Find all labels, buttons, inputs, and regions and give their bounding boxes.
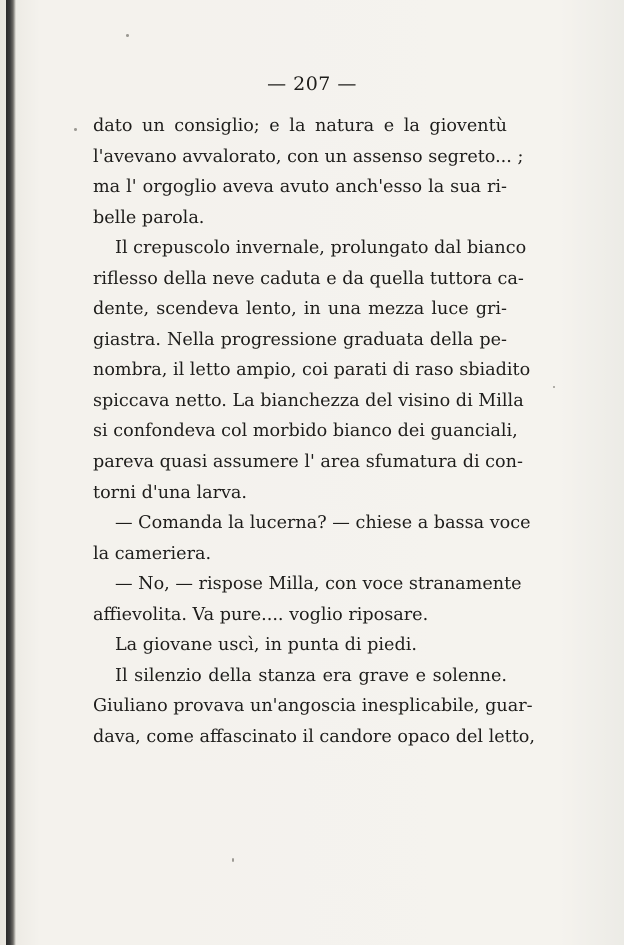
binding-edge bbox=[6, 0, 16, 945]
text-line: Il silenzio della stanza era grave e solenne. bbox=[115, 665, 507, 686]
paper-speck bbox=[126, 34, 129, 37]
text-line: riflesso della neve caduta e da quella tuttora ca- bbox=[93, 268, 524, 289]
text-line: la cameriera. bbox=[93, 543, 212, 564]
paper-speck bbox=[232, 858, 234, 862]
text-line: l'avevano avvalorato, con un assenso segreto... ; bbox=[93, 146, 524, 167]
text-line: dava, come affascinato il candore opaco del letto, bbox=[93, 726, 535, 747]
text-line: torni d'una larva. bbox=[93, 482, 248, 503]
text-line: dente, scendeva lento, in una mezza luce gri- bbox=[93, 299, 507, 320]
text-line: ma l' orgoglio aveva avuto anch'esso la sua ri- bbox=[93, 177, 507, 198]
text-line: La giovane uscì, in punta di piedi. bbox=[115, 635, 417, 656]
text-line: spiccava netto. La bianchezza del visino di Milla bbox=[93, 390, 524, 411]
text-line: belle parola. bbox=[93, 207, 205, 228]
text-line: nombra, il letto ampio, coi parati di raso sbiadito bbox=[93, 360, 531, 381]
text-line: — Comanda la lucerna? — chiese a bassa voce bbox=[115, 513, 531, 534]
text-line: Giuliano provava un'angoscia inesplicabile, guar- bbox=[93, 696, 533, 717]
text-line: dato un consiglio; e la natura e la gioventù bbox=[93, 116, 507, 136]
text-line: Il crepuscolo invernale, prolungato dal bianco bbox=[115, 238, 527, 259]
paper-speck bbox=[553, 386, 555, 388]
text-line: pareva quasi assumere l' area sfumatura di con- bbox=[93, 452, 523, 473]
text-line: si confondeva col morbido bianco dei guanciali, bbox=[93, 421, 518, 442]
text-line: — No, — rispose Milla, con voce stranamente bbox=[115, 574, 522, 595]
text-line: affievolita. Va pure.... voglio riposare. bbox=[93, 604, 429, 625]
page-number: — 207 — bbox=[267, 73, 357, 95]
paper-speck bbox=[74, 128, 77, 131]
body-text bbox=[93, 111, 535, 752]
text-line: giastra. Nella progressione graduata della pe- bbox=[93, 329, 507, 350]
